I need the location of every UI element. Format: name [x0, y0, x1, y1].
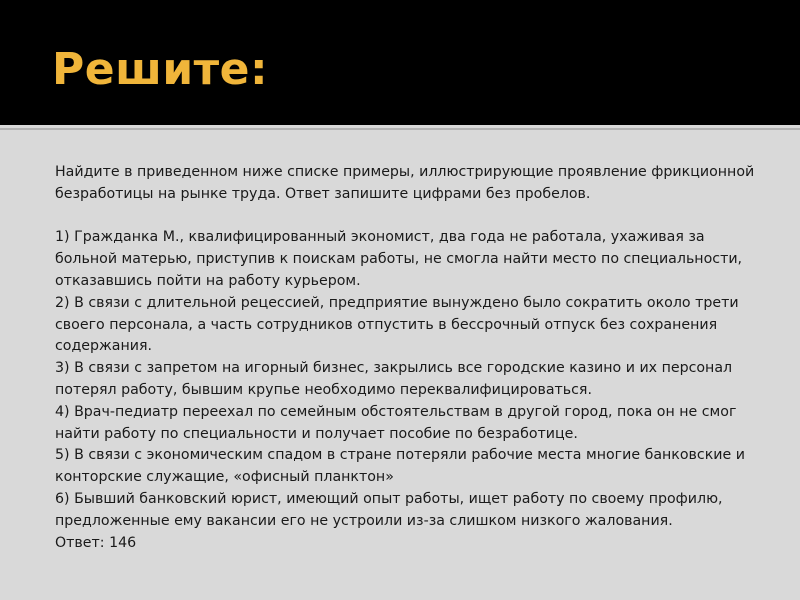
list-item-1: 1) Гражданка М., квалифицированный экономист, два года не работала, ухаживая за больной матерью, приступив к поискам работы, не смогла найти место по специальности, отказавшись пойти на работу курьером. [55, 229, 743, 289]
title-divider [0, 128, 800, 130]
answer-text: Ответ: 146 [55, 534, 137, 551]
list-item-4: 4) Врач-педиатр переехал по семейным обстоятельствам в другой город, пока он не смог найти работу по специальности и получает пособие по безработице. [55, 403, 737, 442]
list-item-5: 5) В связи с экономическим спадом в стране потеряли рабочие места многие банковские и конторские служащие, «офисный планктон» [55, 447, 745, 486]
slide-content [55, 162, 767, 554]
slide-title: Решите: [52, 44, 269, 95]
task-intro: Найдите в приведенном ниже списке примеры, иллюстрирующие проявление фрикционной безработицы на рынке труда. Ответ запишите цифрами без пробелов. [55, 164, 755, 202]
list-item-3: 3) В связи с запретом на игорный бизнес, закрылись все городские казино и их персонал потерял работу, бывшим крупье необходимо переквалифицироваться. [55, 360, 733, 398]
list-item-2: 2) В связи с длительной рецессией, предприятие вынуждено было сократить около трети своего персонала, а часть сотрудников отпустить в бессрочный отпуск без сохранения содержания. [55, 294, 739, 355]
list-item-6: 6) Бывший банковский юрист, имеющий опыт работы, ищет работу по своему профилю, предложенные ему вакансии его не устроили из-за слишком низкого жалования. [55, 490, 723, 529]
title-bar [0, 0, 800, 125]
